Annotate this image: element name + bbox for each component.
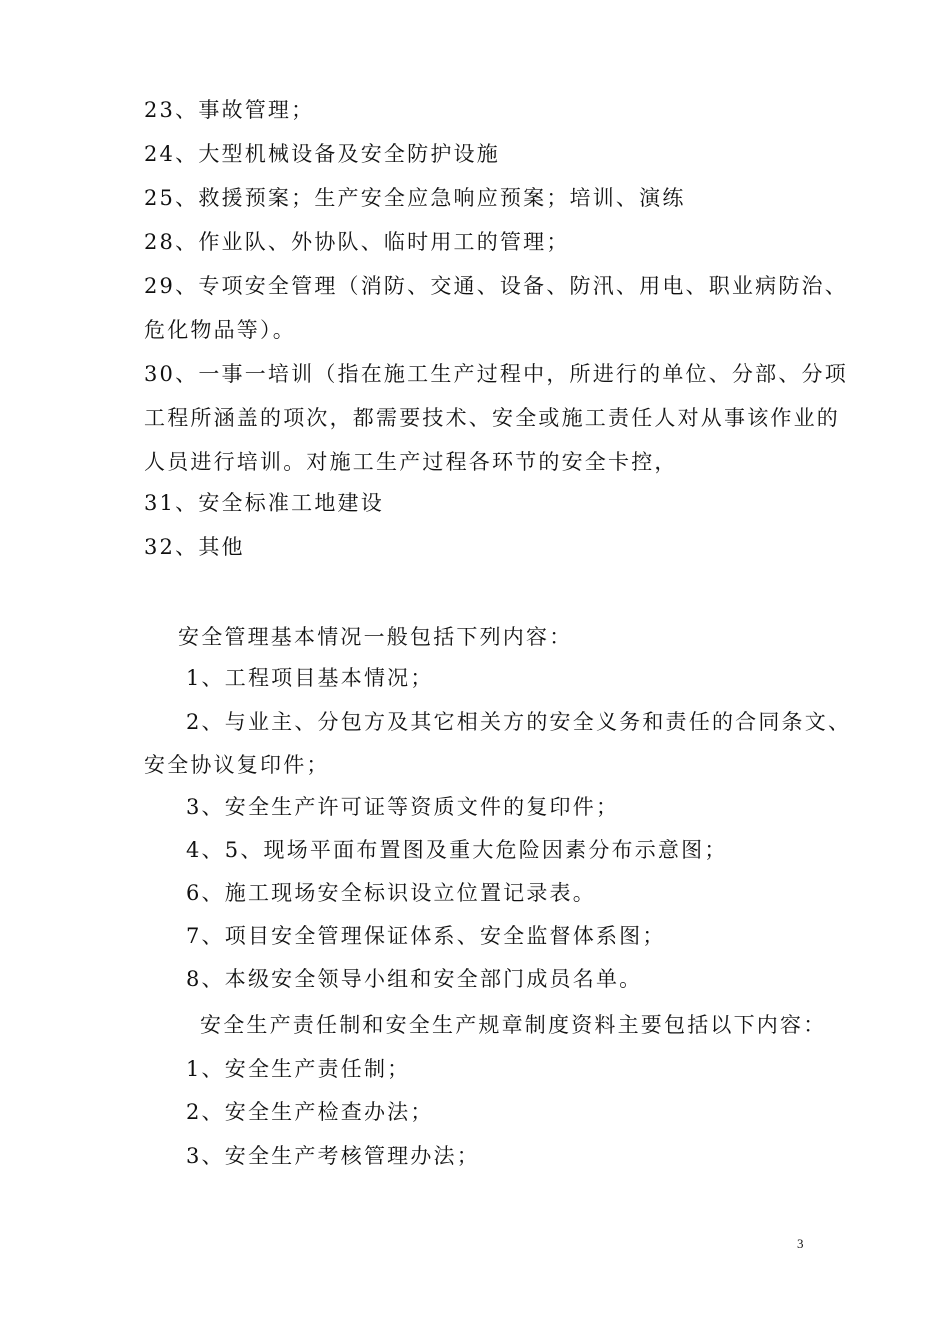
list-item-30: 30、一事一培训（指在施工生产过程中，所进行的单位、分部、分项 bbox=[144, 362, 848, 386]
list-item-24: 24、大型机械设备及安全防护设施 bbox=[144, 142, 500, 166]
basic-info-item-8: 8、本级安全领导小组和安全部门成员名单。 bbox=[186, 967, 643, 991]
basic-info-item-4-5: 4、5、现场平面布置图及重大危险因素分布示意图； bbox=[186, 838, 728, 862]
basic-info-item-3: 3、安全生产许可证等资质文件的复印件； bbox=[186, 795, 620, 819]
basic-info-item-2: 2、与业主、分包方及其它相关方的安全义务和责任的合同条文、 bbox=[186, 710, 852, 734]
basic-info-item-2-continued: 安全协议复印件； bbox=[144, 753, 330, 777]
list-item-28: 28、作业队、外协队、临时用工的管理； bbox=[144, 230, 570, 254]
list-item-23: 23、事故管理； bbox=[144, 98, 315, 122]
list-item-25: 25、救援预案；生产安全应急响应预案；培训、演练 bbox=[144, 186, 686, 210]
basic-info-item-6: 6、施工现场安全标识设立位置记录表。 bbox=[186, 881, 596, 905]
list-item-30-continued-1: 工程所涵盖的项次，都需要技术、安全或施工责任人对从事该作业的 bbox=[144, 406, 840, 430]
basic-info-item-1: 1、工程项目基本情况； bbox=[186, 666, 434, 690]
list-item-29: 29、专项安全管理（消防、交通、设备、防汛、用电、职业病防治、 bbox=[144, 274, 848, 298]
responsibility-item-3: 3、安全生产考核管理办法； bbox=[186, 1144, 480, 1168]
section-heading-basic-info: 安全管理基本情况一般包括下列内容： bbox=[178, 625, 573, 649]
section-heading-responsibility: 安全生产责任制和安全生产规章制度资料主要包括以下内容： bbox=[200, 1013, 827, 1037]
page-number: 3 bbox=[797, 1236, 804, 1251]
list-item-30-continued-2: 人员进行培训。对施工生产过程各环节的安全卡控， bbox=[144, 450, 678, 474]
basic-info-item-7: 7、项目安全管理保证体系、安全监督体系图； bbox=[186, 924, 666, 948]
responsibility-item-1: 1、安全生产责任制； bbox=[186, 1057, 411, 1081]
list-item-32: 32、其他 bbox=[144, 535, 245, 559]
list-item-31: 31、安全标准工地建设 bbox=[144, 491, 384, 515]
list-item-29-continued: 危化物品等）。 bbox=[144, 318, 296, 342]
responsibility-item-2: 2、安全生产检查办法； bbox=[186, 1100, 434, 1124]
